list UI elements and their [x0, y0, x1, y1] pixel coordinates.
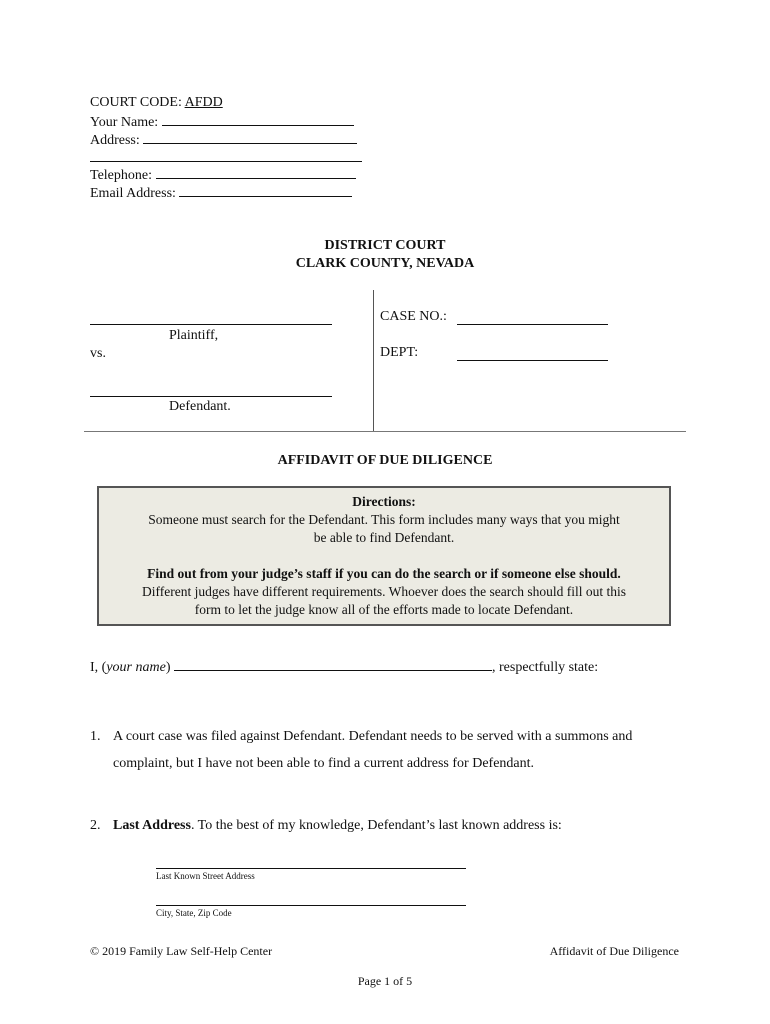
address-label: Address:: [90, 133, 140, 148]
email-line: [90, 183, 352, 203]
statement-your-name: your name: [106, 660, 166, 675]
plaintiff-label: Plaintiff,: [169, 328, 219, 343]
item-1-number: 1.: [90, 729, 101, 744]
court-county: CLARK COUNTY, NEVADA: [295, 256, 475, 271]
court-code-value: AFDD: [184, 95, 223, 110]
address-field-line2[interactable]: [90, 161, 362, 162]
case-no-line: [380, 308, 447, 326]
court-code-label: COURT CODE:: [90, 95, 182, 110]
court-code-line: [90, 94, 223, 112]
telephone-line: [90, 165, 356, 185]
directions-para1-line2: be able to find Defendant.: [313, 530, 455, 545]
your-name-field[interactable]: [162, 112, 354, 126]
telephone-field[interactable]: [156, 165, 356, 179]
email-label: Email Address:: [90, 186, 176, 201]
directions-box: [97, 486, 671, 626]
address-line: [90, 130, 357, 150]
item-1-line2: complaint, but I have not been able to find a current address for Defendant.: [113, 756, 535, 771]
caption-bottom-rule: [84, 431, 686, 432]
form-title: AFFIDAVIT OF DUE DILIGENCE: [277, 453, 493, 468]
email-field[interactable]: [179, 183, 352, 197]
item-2-rest: . To the best of my knowledge, Defendant’s last known address is:: [190, 818, 562, 833]
footer-form-name: Affidavit of Due Diligence: [549, 944, 679, 958]
item-2-text: [113, 817, 562, 835]
dept-field[interactable]: [457, 360, 608, 361]
city-state-zip-label: City, State, Zip Code: [156, 908, 232, 918]
statement-line: [90, 657, 598, 677]
footer-copyright: © 2019 Family Law Self-Help Center: [90, 944, 273, 958]
last-street-address-label: Last Known Street Address: [156, 871, 255, 881]
case-no-label: CASE NO.:: [380, 309, 447, 324]
defendant-field[interactable]: [90, 396, 332, 397]
statement-suffix: , respectfully state:: [492, 660, 599, 675]
statement-name-field[interactable]: [174, 657, 492, 671]
plaintiff-field[interactable]: [90, 324, 332, 325]
defendant-label: Defendant.: [169, 399, 231, 414]
telephone-label: Telephone:: [90, 168, 152, 183]
caption-divider: [373, 290, 374, 432]
directions-para2-line3: form to let the judge know all of the efforts made to locate Defendant.: [194, 602, 574, 617]
item-2-bold: Last Address: [113, 818, 191, 833]
case-no-field[interactable]: [457, 324, 608, 325]
vs-label: vs.: [90, 346, 106, 361]
item-1-line1: A court case was filed against Defendant. Defendant needs to be served with a summons and: [113, 729, 633, 744]
address-field[interactable]: [143, 130, 357, 144]
directions-para2-line2: Different judges have different requirements. Whoever does the search should fill out this: [142, 584, 626, 599]
statement-prefix: I, (: [90, 660, 107, 675]
last-street-address-field[interactable]: [156, 868, 466, 869]
directions-para1-line1: Someone must search for the Defendant. This form includes many ways that you might: [148, 512, 620, 527]
your-name-label: Your Name:: [90, 115, 159, 130]
item-2-number: 2.: [90, 818, 101, 833]
directions-para2-bold: Find out from your judge’s staff if you can do the search or if someone else should.: [147, 566, 621, 581]
your-name-line: [90, 112, 354, 132]
city-state-zip-field[interactable]: [156, 905, 466, 906]
statement-paren: ): [165, 660, 171, 675]
page-number: Page 1 of 5: [357, 974, 413, 988]
court-name: DISTRICT COURT: [324, 238, 446, 253]
directions-heading: Directions:: [352, 494, 416, 509]
dept-label: DEPT:: [380, 345, 419, 360]
